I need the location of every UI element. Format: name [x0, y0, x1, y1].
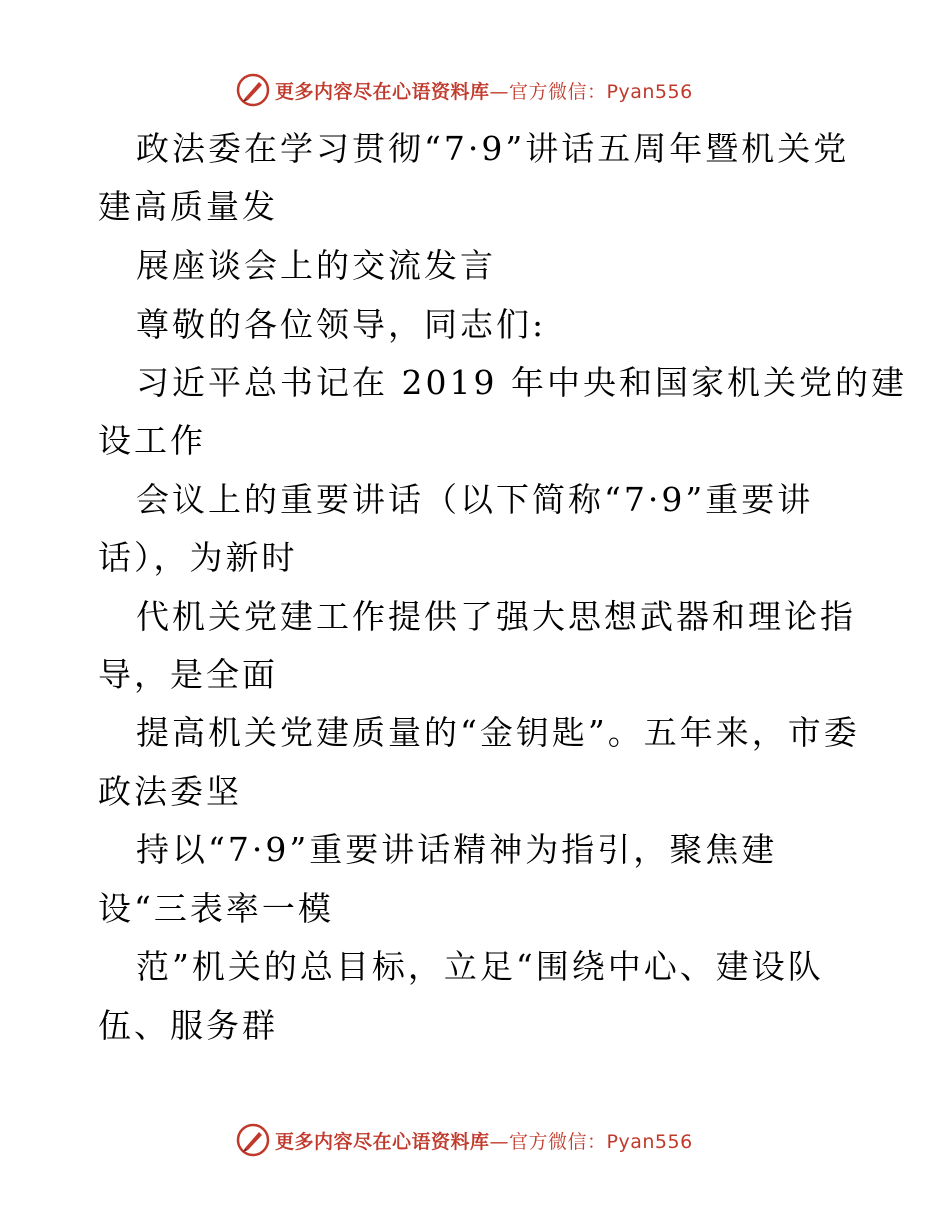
- watermark-wechat-label: 官方微信：: [509, 80, 607, 103]
- doc-title-line-1: 政法委在学习贯彻“7·9”讲话五周年暨机关党: [136, 129, 850, 168]
- pen-logo-icon: [235, 72, 271, 108]
- paragraph-line: 话），为新时: [98, 538, 298, 577]
- header-watermark: [235, 70, 755, 110]
- watermark-wechat-id: Pyan556: [606, 80, 693, 103]
- pen-logo-icon: [235, 1122, 271, 1158]
- salutation: 尊敬的各位领导，同志们:: [136, 305, 547, 344]
- doc-title-line-2: 建高质量发: [98, 187, 278, 226]
- footer-watermark: [235, 1120, 755, 1160]
- watermark-text: 更多内容尽在心语资料库: [275, 1130, 490, 1153]
- watermark-text: 更多内容尽在心语资料库: [275, 80, 490, 103]
- watermark-wechat-label: 官方微信：: [509, 1130, 607, 1153]
- paragraph-line: 提高机关党建质量的“金钥匙”。五年来，市委: [136, 713, 860, 752]
- paragraph-line: 政法委坚: [98, 772, 242, 811]
- paragraph-line: 习近平总书记在 2019 年中央和国家机关党的建: [136, 363, 907, 402]
- watermark-wechat-id: Pyan556: [606, 1130, 693, 1153]
- watermark-dash: —: [489, 80, 510, 103]
- paragraph-line: 设工作: [98, 421, 206, 460]
- paragraph-line: 范”机关的总目标，立足“围绕中心、建设队: [136, 947, 824, 986]
- watermark-dash: —: [489, 1130, 510, 1153]
- paragraph-line: 会议上的重要讲话（以下简称“7·9”重要讲: [136, 480, 814, 519]
- paragraph-line: 设“三表率一模: [98, 889, 334, 928]
- doc-title-line-3: 展座谈会上的交流发言: [136, 246, 496, 285]
- paragraph-line: 持以“7·9”重要讲话精神为指引，聚焦建: [136, 830, 778, 869]
- paragraph-line: 伍、服务群: [98, 1006, 278, 1045]
- paragraph-line: 导，是全面: [98, 655, 278, 694]
- paragraph-line: 代机关党建工作提供了强大思想武器和理论指: [136, 597, 856, 636]
